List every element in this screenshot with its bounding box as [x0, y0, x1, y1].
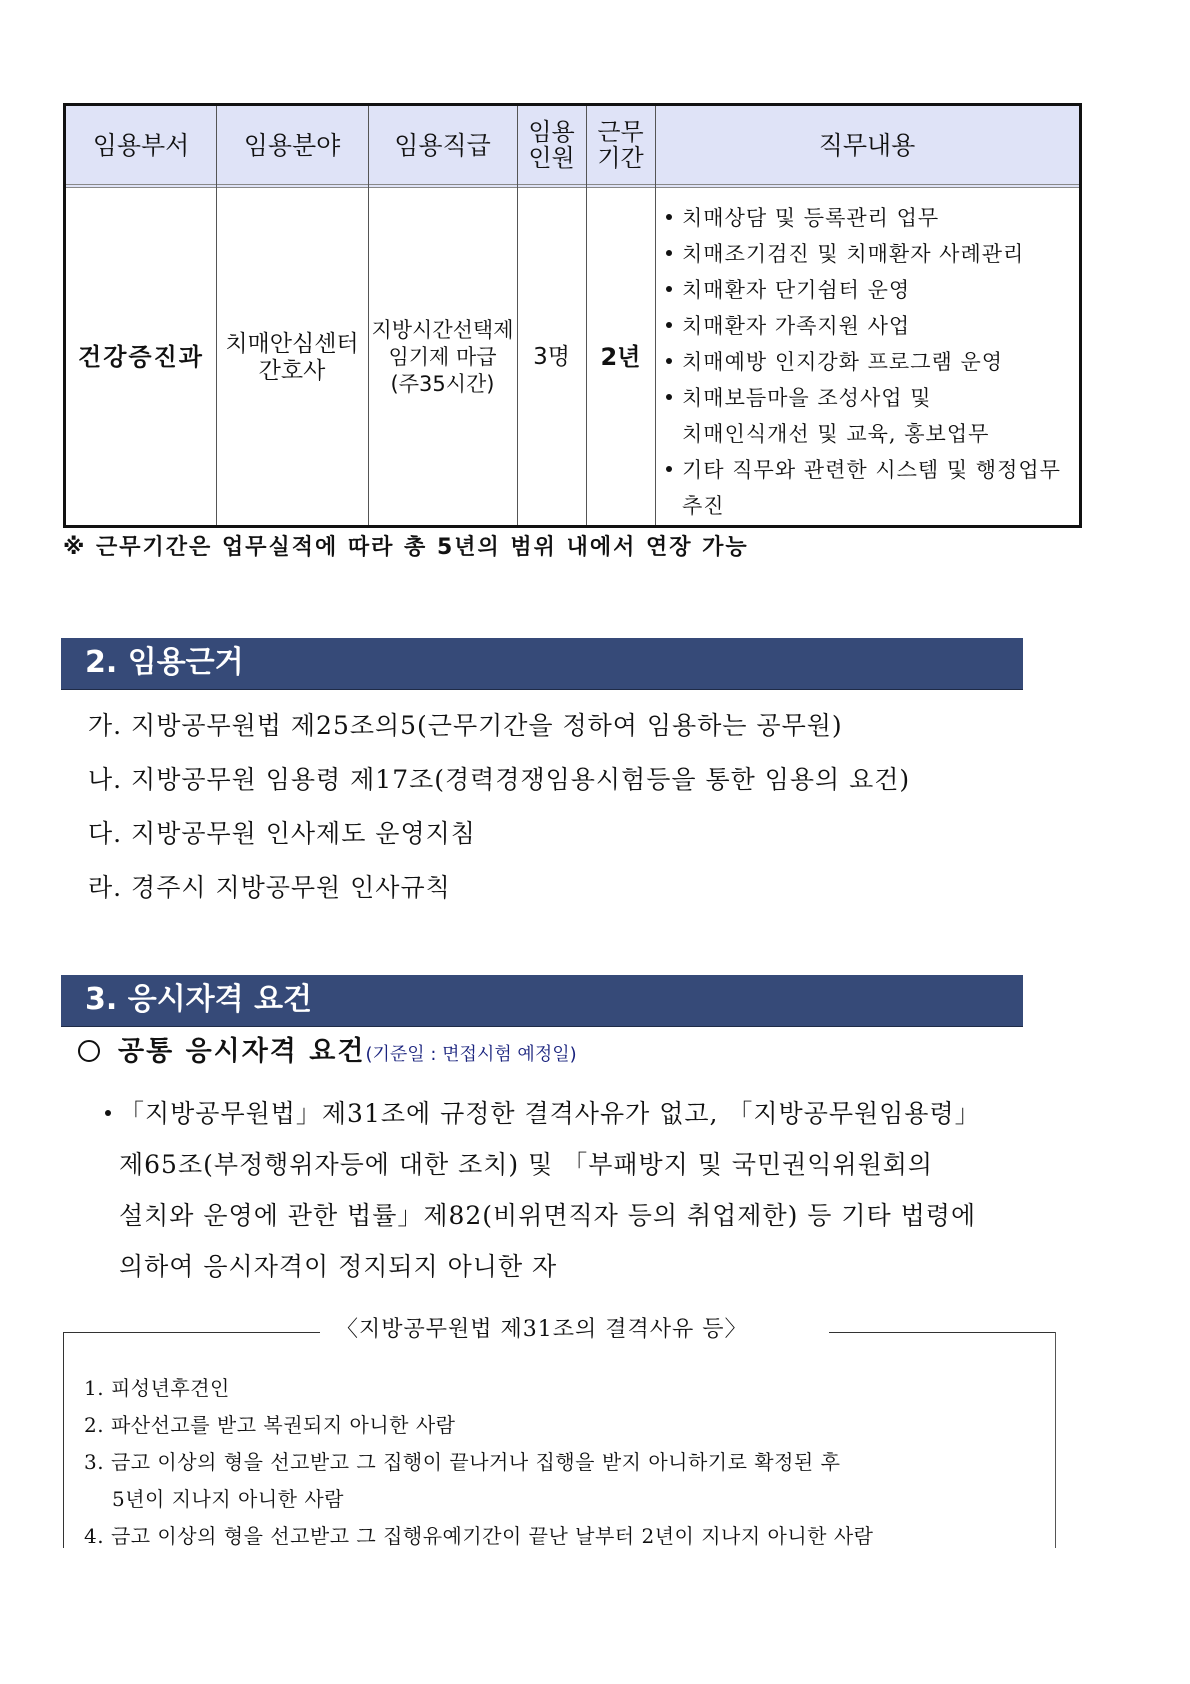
box-top-border: [64, 1332, 320, 1333]
header-dept: 임용부서: [92, 130, 190, 160]
duty-item: 치매예방 인지강화 프로그램 운영: [660, 344, 1079, 380]
cell-grade: [368, 190, 517, 525]
disqualification-list: [84, 1370, 873, 1555]
bullet-icon: [666, 466, 672, 472]
basis-item: 다. 지방공무원 인사제도 운영지침: [88, 819, 476, 848]
disqualification-item: 4. 금고 이상의 형을 선고받고 그 집행유예기간이 끝난 날부터 2년이 지나지 아니한 사람: [84, 1524, 874, 1548]
period-extension-note: ※ 근무기간은 업무실적에 따라 총 5년의 범위 내에서 연장 가능: [63, 535, 749, 560]
header-count: [517, 106, 586, 184]
circle-bullet-icon: [78, 1040, 100, 1062]
duty-item: 기타 직무와 관련한 시스템 및 행정업무 추진: [660, 452, 1079, 524]
bullet-icon: [666, 286, 672, 292]
section-2-header: [61, 638, 1023, 690]
common-requirements-heading: 공통 응시자격 요건(기준일 : 면접시험 예정일): [78, 1034, 577, 1073]
common-requirements-paragraph: 「지방공무원법」제31조에 규정한 결격사유가 없고, 「지방공무원임용령」 제65조(부정행위자등에 대한 조치) 및 「부패방지 및 국민권익위원회의 설치와 운영에 관한 법률」제82(비위면직자 등의 취업제한) 등 기타 법령에 의하여 응시자격이 정지되지 아니한 자: [105, 1088, 981, 1292]
basis-item: 가. 지방공무원법 제25조의5(근무기간을 정하여 임용하는 공무원): [88, 711, 843, 740]
bullet-icon: [666, 322, 672, 328]
duty-item: 치매상담 및 등록관리 업무: [660, 200, 1079, 236]
cell-dept: 건강증진과: [78, 343, 204, 371]
header-grade: 임용직급: [394, 130, 491, 160]
duty-item: 치매환자 가족지원 사업: [660, 308, 1079, 344]
bullet-icon: [666, 214, 672, 220]
cell-grade-line1: 지방시간선택제: [371, 318, 514, 342]
cell-grade-line2: 임기제 마급: [388, 345, 497, 369]
cell-count: 3명: [533, 344, 570, 370]
header-count-line1: 임용: [528, 118, 575, 146]
reference-date-note: (기준일 : 면접시험 예정일): [365, 1044, 577, 1065]
duties-list: [660, 200, 1079, 524]
section-3-header: [61, 975, 1023, 1027]
disqualification-box: [63, 1317, 1056, 1548]
cell-field-line1: 치매안심센터: [225, 330, 359, 357]
basis-item: 나. 지방공무원 임용령 제17조(경력경쟁임용시험등을 통한 임용의 요건): [88, 765, 911, 794]
header-duties: 직무내용: [818, 130, 916, 160]
disqualification-item: 2. 파산선고를 받고 복권되지 아니한 사람: [84, 1413, 456, 1437]
disqualification-item: 1. 피성년후견인: [84, 1376, 230, 1400]
bullet-icon: [666, 394, 672, 400]
disqualification-item: 3. 금고 이상의 형을 선고받고 그 집행이 끝나거나 집행을 받지 아니하기로 확정된 후 5년이 지나지 아니한 사람: [84, 1450, 841, 1511]
basis-item: 라. 경주시 지방공무원 인사규칙: [88, 873, 451, 902]
header-count-line2: 인원: [528, 144, 575, 172]
cell-field: [216, 190, 368, 525]
cell-field-line2: 간호사: [258, 357, 326, 384]
recruitment-table: [63, 103, 1082, 528]
duty-item: 치매조기검진 및 치매환자 사례관리: [660, 236, 1079, 272]
duty-item: 치매환자 단기쉼터 운영: [660, 272, 1079, 308]
header-field: 임용분야: [243, 130, 341, 160]
section-3-title: 3. 응시자격 요건: [85, 982, 313, 1017]
duty-item: 치매보듬마을 조성사업 및 치매인식개선 및 교육, 홍보업무: [660, 380, 1079, 452]
disqualification-box-title: 〈지방공무원법 제31조의 결격사유 등〉: [336, 1317, 748, 1342]
header-period: [586, 106, 655, 184]
bullet-icon: [666, 250, 672, 256]
box-top-border: [829, 1332, 1055, 1333]
bullet-icon: [666, 358, 672, 364]
header-period-line1: 근무: [597, 118, 644, 146]
header-period-line2: 기간: [597, 144, 644, 172]
section-2-title: 2. 임용근거: [85, 645, 244, 680]
cell-grade-line3: (주35시간): [390, 372, 495, 396]
bullet-icon: [105, 1110, 111, 1116]
cell-period: 2년: [600, 343, 641, 371]
